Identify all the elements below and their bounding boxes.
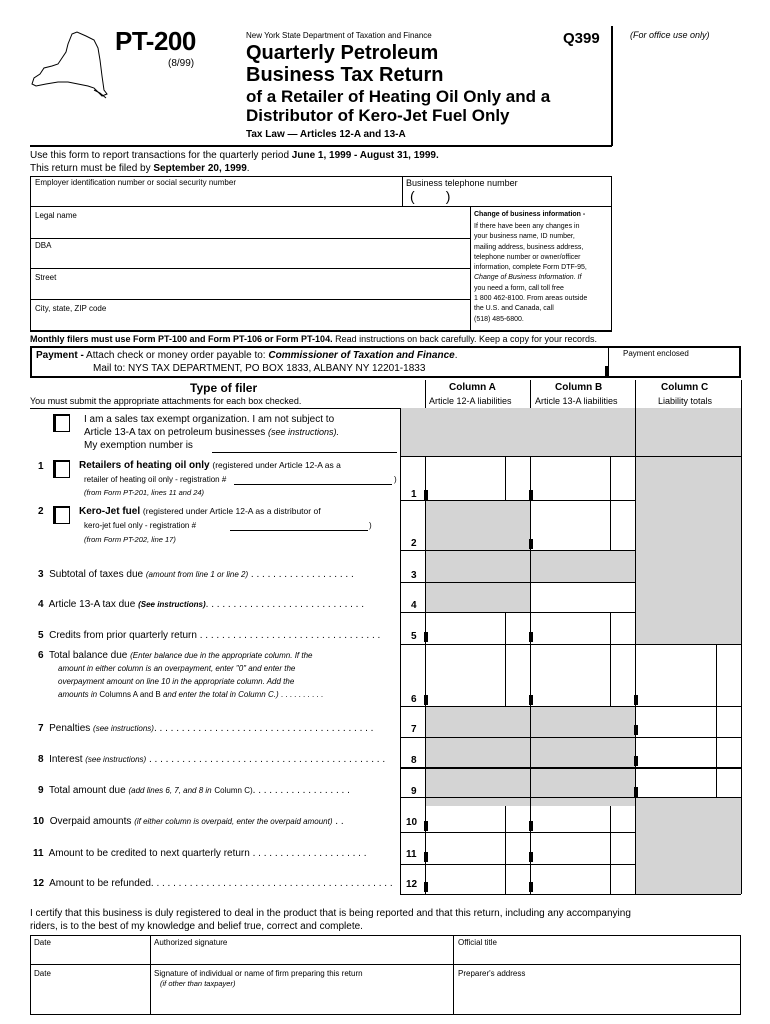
preparer-date-field[interactable]: Date	[34, 969, 51, 978]
row-rule-10	[400, 832, 635, 833]
form-code: Q399	[563, 30, 600, 47]
change-info-divider	[470, 206, 471, 330]
line-9-col-c-entry[interactable]	[634, 787, 638, 797]
change-info-line: your business name, ID number,	[474, 233, 575, 241]
filer-2-title	[79, 506, 321, 517]
line-7-dots: . . . . . . . . . . . . . . . . . . . . . . . . . . . . . . . . . . . . . . . .	[153, 723, 374, 734]
change-info-line: Change of Business Information. If	[474, 274, 582, 282]
row-rule-exempt	[400, 456, 741, 457]
line-6-box-number: 6	[411, 694, 417, 705]
filer-1-title-note: (registered under Article 12-A as a	[212, 460, 341, 470]
line-9-number: 9	[38, 785, 44, 796]
line-3-label	[38, 569, 354, 580]
quarterly-period: June 1, 1999 - August 31, 1999.	[291, 150, 439, 161]
line-4-text: Article 13-A tax due	[48, 599, 136, 610]
change-info-line: If there have been any changes in	[474, 223, 580, 230]
change-info-title: Change of business information -	[474, 211, 586, 218]
change-info-line: telephone number or owner/officer	[474, 253, 581, 261]
dba-field[interactable]: DBA	[35, 241, 52, 250]
header-rule	[30, 145, 612, 147]
line-6-text: Total balance due	[48, 650, 128, 661]
due-date: September 20, 1999	[153, 163, 247, 174]
line-6-note-4c: and enter the total in Column C.)	[162, 690, 279, 699]
heating-oil-registration-underline	[234, 484, 392, 485]
official-title-field[interactable]: Official title	[458, 938, 497, 947]
phone-divider	[402, 176, 403, 206]
legal-name-field[interactable]: Legal name	[35, 211, 77, 220]
signature-box	[30, 935, 741, 1015]
row-rule-1	[400, 500, 635, 501]
line-11-col-b-entry[interactable]	[529, 852, 533, 862]
line-7-col-c-entry[interactable]	[634, 725, 638, 735]
line-9-dots: . . . . . . . . . . . . . . . . . .	[252, 785, 350, 796]
form-number: PT-200	[115, 26, 196, 56]
authorized-signature-field[interactable]: Authorized signature	[154, 938, 228, 947]
phone-field[interactable]: Business telephone number	[406, 178, 518, 188]
row-rule-4	[400, 612, 635, 613]
line-6-dots: . . . . . . . . . .	[278, 690, 324, 699]
line-3-box-number: 3	[411, 570, 417, 581]
col-b-cents-rule-3	[610, 806, 611, 894]
shaded-col-a-line-2-4	[425, 500, 530, 612]
line-12-col-a-entry[interactable]	[424, 882, 428, 892]
line-4-number: 4	[38, 599, 44, 610]
certification-line-2: riders, is to the best of my knowledge and belief true, correct and complete.	[30, 921, 363, 932]
form-title-line-1: Quarterly Petroleum	[246, 42, 439, 64]
shaded-col-b-line-3	[530, 550, 635, 582]
line-10-col-a-entry[interactable]	[424, 821, 428, 831]
line-9-box-number: 9	[411, 786, 417, 797]
form-subtitle-line-1: of a Retailer of Heating Oil Only and a	[246, 87, 551, 106]
period-text: Use this form to report transactions for the quarterly period	[30, 150, 290, 161]
exempt-organization-checkbox[interactable]	[53, 414, 70, 432]
filer-1-title-text: Retailers of heating oil only	[79, 460, 210, 471]
line-12-dots: . . . . . . . . . . . . . . . . . . . . . . . . . . . . . . . . . . . . . . . . . . . .	[150, 878, 393, 889]
filer-1-title	[79, 460, 341, 471]
line-3-dots: . . . . . . . . . . . . . . . . . . .	[248, 569, 354, 580]
exempt-line-2-text: Article 13-A tax on petroleum businesses	[84, 427, 266, 438]
identity-left-rule	[30, 176, 31, 330]
line-4-note: (See instructions)	[138, 600, 206, 609]
office-use-divider	[611, 26, 613, 146]
exempt-line-2-note: (see instructions).	[268, 427, 340, 437]
column-c-subtitle: Liability totals	[658, 396, 713, 406]
line-10-note: (if either column is overpaid, enter the overpaid amount)	[134, 817, 333, 826]
line-number-left-rule	[400, 408, 401, 894]
preparer-signature-note: (if other than taxpayer)	[160, 979, 236, 988]
filer-2-number: 2	[38, 506, 44, 517]
payment-payee-end: .	[454, 350, 458, 361]
line-6-col-b-entry[interactable]	[529, 695, 533, 705]
filer-1-close-paren: )	[394, 475, 397, 484]
city-state-zip-field[interactable]: City, state, ZIP code	[35, 304, 107, 313]
row-rule-3	[400, 582, 635, 583]
line-9-note-end: Column C)	[214, 786, 253, 795]
change-info-line: information, complete Form DTF-95,	[474, 264, 587, 272]
line-10-number: 10	[33, 816, 45, 827]
row-rule-12	[400, 894, 741, 895]
identity-right-rule	[611, 176, 612, 330]
line-5-box-number: 5	[411, 631, 417, 642]
period-statement	[30, 150, 439, 161]
filer-2-title-note: (registered under Article 12-A as a distributor of	[142, 506, 321, 516]
kero-jet-registration-underline	[230, 530, 368, 531]
line-8-box-number: 8	[411, 755, 417, 766]
exemption-number-field[interactable]: My exemption number is	[84, 440, 193, 451]
line-8-label	[38, 754, 385, 765]
row-rule-8	[400, 767, 741, 769]
signature-date-divider	[150, 935, 151, 1015]
new-york-state-outline-logo	[28, 30, 108, 100]
line-6-note-2: amount in either column is an overpayment, enter "0" and enter the	[58, 664, 296, 673]
line-4-box-number: 4	[411, 600, 417, 611]
payment-label: Payment -	[36, 350, 84, 361]
line-2-col-b-entry[interactable]	[529, 539, 533, 549]
exempt-line-2	[84, 427, 339, 438]
line-3-text: Subtotal of taxes due	[49, 569, 144, 580]
line-8-col-c-entry[interactable]	[634, 756, 638, 766]
form-title-line-2: Business Tax Return	[246, 64, 444, 86]
identity-rule-1	[30, 206, 612, 207]
line-8-text: Interest	[49, 754, 83, 765]
heating-oil-registration-field[interactable]: retailer of heating oil only - registration #	[84, 475, 227, 484]
line-11-number: 11	[33, 848, 44, 859]
col-a-cents-rule-3	[505, 806, 506, 894]
row-rule-7	[400, 737, 741, 738]
line-12-text: Amount to be refunded	[49, 878, 151, 889]
monthly-filers-rest: Read instructions on back carefully. Keep a copy for your records.	[335, 334, 598, 344]
col-a-header-divider	[425, 380, 426, 408]
line-10-box-number: 10	[406, 817, 418, 828]
payment-enclosed-entry-mark[interactable]	[605, 366, 609, 376]
line-10-dots: . .	[332, 816, 344, 827]
monthly-filers-bold: Monthly filers must use Form PT-100 and Form PT-106 or Form PT-104.	[30, 334, 333, 344]
column-a-title: Column A	[449, 382, 496, 393]
kero-jet-registration-field[interactable]: kero-jet fuel only - registration #	[84, 521, 197, 530]
line-6-label	[38, 650, 312, 661]
line-5-label	[38, 630, 380, 641]
line-7-note: (see instructions)	[93, 724, 154, 733]
line-2-box-number: 2	[411, 538, 417, 549]
line-12-col-b-entry[interactable]	[529, 882, 533, 892]
exempt-line-1: I am a sales tax exempt organization. I am not subject to	[84, 414, 335, 425]
type-of-filer-heading: Type of filer	[190, 381, 258, 395]
column-c-title: Column C	[661, 382, 709, 393]
kero-jet-fuel-checkbox[interactable]	[53, 506, 70, 524]
certification-line-1: I certify that this business is duly registered to deal in the product that is being reported and that this return, including any accompanying	[30, 908, 631, 919]
payment-instruction	[36, 350, 457, 361]
line-5-dots: . . . . . . . . . . . . . . . . . . . . . . . . . . . . . . . . .	[196, 630, 381, 641]
change-info-line: mailing address, business address,	[474, 243, 584, 251]
filer-2-close-paren: )	[369, 521, 372, 530]
line-11-box-number: 11	[406, 849, 417, 860]
change-info-text	[474, 222, 587, 325]
line-9-note: (add lines 6, 7, and 8 in	[128, 786, 212, 795]
mailing-address: Mail to: NYS TAX DEPARTMENT, PO BOX 1833, ALBANY NY 12201-1833	[93, 363, 426, 374]
identity-rule-4	[30, 299, 470, 300]
due-text: This return must be filed by	[30, 163, 151, 174]
preparer-address-field[interactable]: Preparer's address	[458, 969, 526, 978]
filer-2-source: (from Form PT-202, line 17)	[84, 535, 176, 544]
shaded-exempt-row	[400, 408, 741, 456]
line-4-label	[38, 599, 364, 610]
column-b-subtitle: Article 13-A liabilities	[535, 396, 618, 406]
filer-1-source: (from Form PT-201, lines 11 and 24)	[84, 488, 205, 497]
row-rule-9	[400, 797, 741, 798]
col-a-cents-rule-2	[505, 612, 506, 706]
phone-area-code-parens: ( )	[410, 188, 451, 204]
line-6-number: 6	[38, 650, 44, 661]
row-rule-11	[400, 864, 635, 865]
column-a-subtitle: Article 12-A liabilities	[429, 396, 512, 406]
line-10-text: Overpaid amounts	[49, 816, 132, 827]
line-11-label	[33, 848, 367, 859]
row-rule-5	[400, 644, 741, 645]
col-b-cents-rule-2	[610, 612, 611, 706]
identity-top-rule	[30, 176, 612, 177]
line-7-label	[38, 723, 373, 734]
col-b-cents-rule-1	[610, 456, 611, 550]
line-12-box-number: 12	[406, 879, 418, 890]
line-3-note: (amount from line 1 or line 2)	[145, 570, 249, 579]
col-a-cents-rule-1	[505, 456, 506, 500]
line-8-number: 8	[38, 754, 44, 765]
col-b-header-divider	[530, 380, 531, 408]
row-rule-6	[400, 706, 741, 707]
heating-oil-retailer-checkbox[interactable]	[53, 460, 70, 478]
line-8-note: (see instructions)	[85, 755, 147, 764]
line-6-col-a-entry[interactable]	[424, 695, 428, 705]
line-5-col-b-entry[interactable]	[529, 632, 533, 642]
line-10-label	[33, 816, 344, 827]
identity-bottom-rule	[30, 330, 612, 332]
line-1-col-a-entry[interactable]	[424, 490, 428, 500]
line-4-dots: . . . . . . . . . . . . . . . . . . . . . . . . . . . . .	[205, 599, 365, 610]
filer-1-number: 1	[38, 461, 44, 472]
line-8-dots: . . . . . . . . . . . . . . . . . . . . . . . . . . . . . . . . . . . . . . . . . . .	[146, 754, 386, 765]
attachments-note: You must submit the appropriate attachments for each box checked.	[30, 396, 302, 406]
line-5-text: Credits from prior quarterly return	[49, 630, 197, 641]
shaded-col-c-lines-1-5	[635, 456, 741, 644]
line-12-label	[33, 878, 393, 889]
ein-field[interactable]: Employer identification number or social security number	[35, 178, 236, 187]
change-info-line: (518) 485-6800.	[474, 315, 524, 323]
change-info-line: 1 800 462-8100. From areas outside	[474, 295, 588, 303]
form-subtitle-line-2: Distributor of Kero-Jet Fuel Only	[246, 106, 510, 125]
street-field[interactable]: Street	[35, 273, 57, 282]
identity-rule-2	[30, 238, 470, 239]
line-11-dots: . . . . . . . . . . . . . . . . . . . . .	[249, 848, 367, 859]
line-12-number: 12	[33, 878, 45, 889]
tax-law-reference: Tax Law — Articles 12-A and 13-A	[246, 129, 406, 140]
agency-name: New York State Department of Taxation and Finance	[246, 31, 432, 40]
line-7-number: 7	[38, 723, 44, 734]
change-info-line: you need a form, call toll free	[474, 284, 564, 292]
col-c-left-rule	[635, 408, 636, 894]
col-c-header-divider	[635, 380, 636, 408]
signature-title-divider	[453, 935, 454, 1015]
filer-2-title-text: Kero-Jet fuel	[79, 506, 141, 517]
payment-payee: Commissioner of Taxation and Finance	[268, 350, 455, 361]
line-7-text: Penalties	[49, 723, 91, 734]
col-c-cents-rule	[716, 644, 717, 797]
payment-enclosed-label: Payment enclosed	[623, 349, 689, 358]
office-use-label: (For office use only)	[630, 30, 710, 40]
line-5-col-a-entry[interactable]	[424, 632, 428, 642]
line-3-number: 3	[38, 569, 44, 580]
due-statement	[30, 163, 250, 174]
line-6-note-4a: amounts in	[58, 690, 98, 699]
line-7-box-number: 7	[411, 724, 417, 735]
form-date: (8/99)	[168, 58, 195, 69]
line-1-col-b-entry[interactable]	[529, 490, 533, 500]
line-6-note-3: overpayment amount on line 10 in the appropriate column. Add the	[58, 677, 295, 686]
column-b-title: Column B	[555, 382, 603, 393]
taxpayer-date-field[interactable]: Date	[34, 938, 51, 947]
row-rule-2	[400, 550, 635, 551]
line-1-box-number: 1	[411, 489, 417, 500]
monthly-filers-note	[30, 334, 597, 344]
line-10-col-b-entry[interactable]	[529, 821, 533, 831]
line-6-note-1: (Enter balance due in the appropriate column. If the	[130, 651, 313, 660]
signature-row-rule	[30, 964, 741, 965]
line-9-label	[38, 785, 350, 796]
line-11-text: Amount to be credited to next quarterly return	[48, 848, 250, 859]
col-c-right-rule	[741, 380, 742, 894]
line-11-col-a-entry[interactable]	[424, 852, 428, 862]
due-end: .	[246, 163, 250, 174]
line-6-note-4	[58, 690, 323, 699]
line-9-text: Total amount due	[48, 785, 126, 796]
line-6-col-c-entry[interactable]	[634, 695, 638, 705]
line-6-note-4b: Columns A and B	[99, 690, 161, 699]
identity-rule-3	[30, 268, 470, 269]
exemption-number-underline	[212, 452, 397, 453]
shaded-col-c-line-10-12	[635, 797, 741, 894]
change-info-line: the U.S. and Canada, call	[474, 305, 554, 313]
preparer-signature-field[interactable]: Signature of individual or name of firm preparing this return	[154, 969, 363, 978]
line-5-number: 5	[38, 630, 44, 641]
payment-text: Attach check or money order payable to:	[86, 350, 266, 361]
